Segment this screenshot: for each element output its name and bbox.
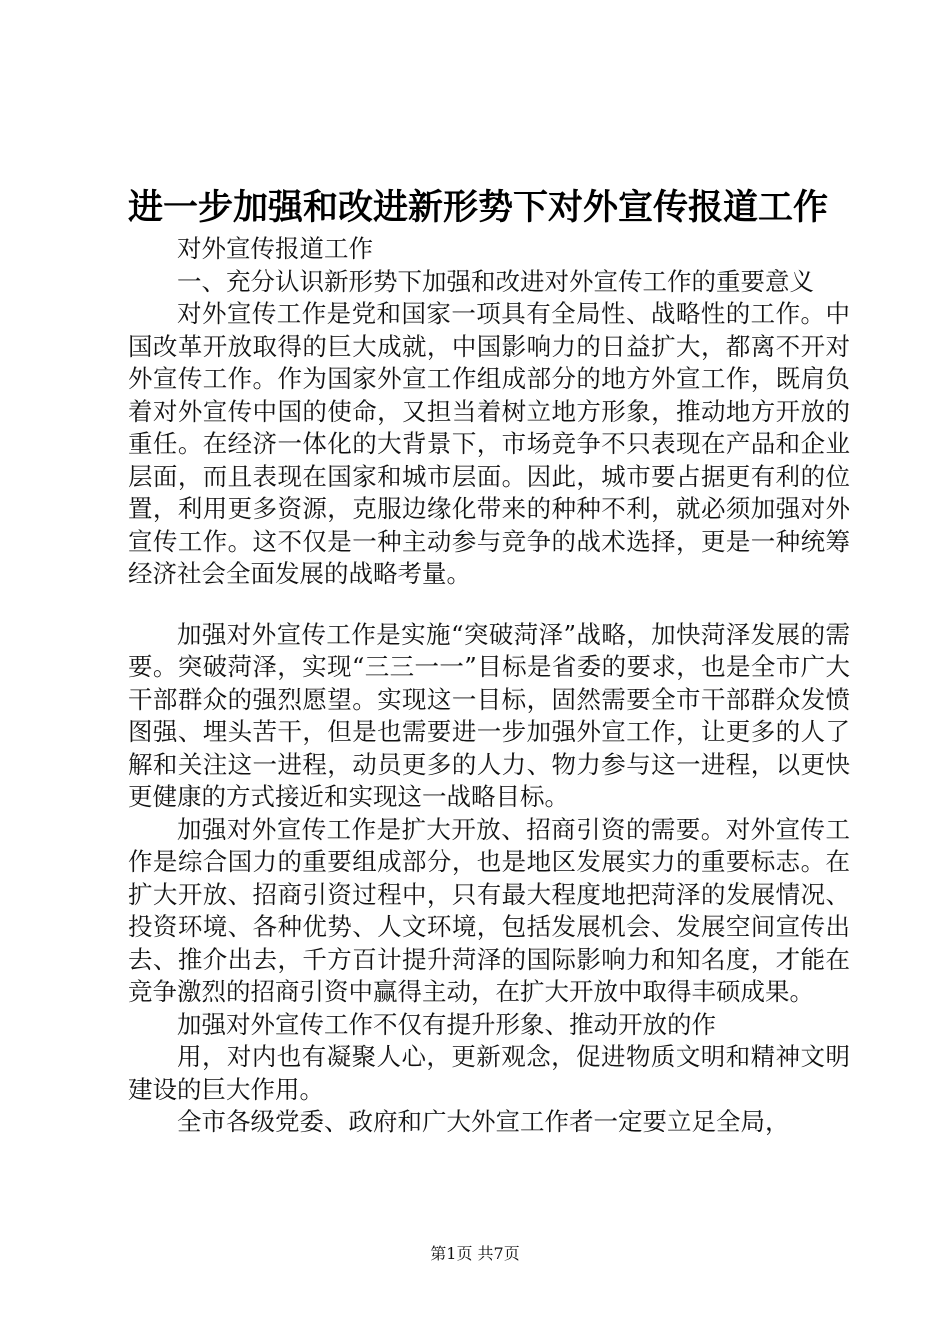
body-paragraph: 全市各级党委、政府和广大外宣工作者一定要立足全局， <box>177 1107 790 1136</box>
body-paragraph: 对外宣传工作是党和国家一项具有全局性、战略性的工作。中国改革开放取得的巨大成就，中国影响力的日益扩大，都离不开对外宣传工作。作为国家外宣工作组成部分的地方外宣工作，既肩负着对外宣传中国的使命，又担当着树立地方形象，推动地方开放的重任。在经济一体化的大背景下，市场竞争不只表现在产品和企业层面，而且表现在国家和城市层面。因此，城市要占据更有利的位置，利用更多资源，克服边缘化带来的种种不利，就必须加强对外宣传工作。这不仅是一种主动参与竞争的战术选择，更是一种统筹经济社会全面发展的战略考量。 <box>128 299 850 588</box>
subtitle-paragraph: 对外宣传报道工作 <box>177 234 373 263</box>
document-title: 进一步加强和改进新形势下对外宣传报道工作 <box>128 187 829 228</box>
body-paragraph: 加强对外宣传工作是实施“突破菏泽”战略，加快菏泽发展的需要。突破菏泽，实现“三三一一”目标是省委的要求，也是全市广大干部群众的强烈愿望。实现这一目标，固然需要全市干部群众发愤图强、埋头苦干，但是也需要进一步加强外宣工作，让更多的人了解和关注这一进程，动员更多的人力、物力参与这一进程，以更快更健康的方式接近和实现这一战略目标。 <box>128 619 850 811</box>
page-indicator: 第1页 共7页 <box>430 1244 520 1263</box>
body-paragraph: 加强对外宣传工作是扩大开放、招商引资的需要。对外宣传工作是综合国力的重要组成部分，也是地区发展实力的重要标志。在扩大开放、招商引资过程中，只有最大程度地把菏泽的发展情况、投资环境、各种优势、人文环境，包括发展机会、发展空间宣传出去、推介出去，千方百计提升菏泽的国际影响力和知名度，才能在竞争激烈的招商引资中赢得主动，在扩大开放中取得丰硕成果。 <box>128 814 850 1006</box>
document-body <box>128 233 850 1139</box>
section-heading-paragraph: 一、充分认识新形势下加强和改进对外宣传工作的重要意义 <box>177 266 814 296</box>
body-paragraph: 用，对内也有凝聚人心，更新观念，促进物质文明和精神文明建设的巨大作用。 <box>128 1042 850 1104</box>
body-paragraph: 加强对外宣传工作不仅有提升形象、推动开放的作 <box>177 1009 716 1039</box>
